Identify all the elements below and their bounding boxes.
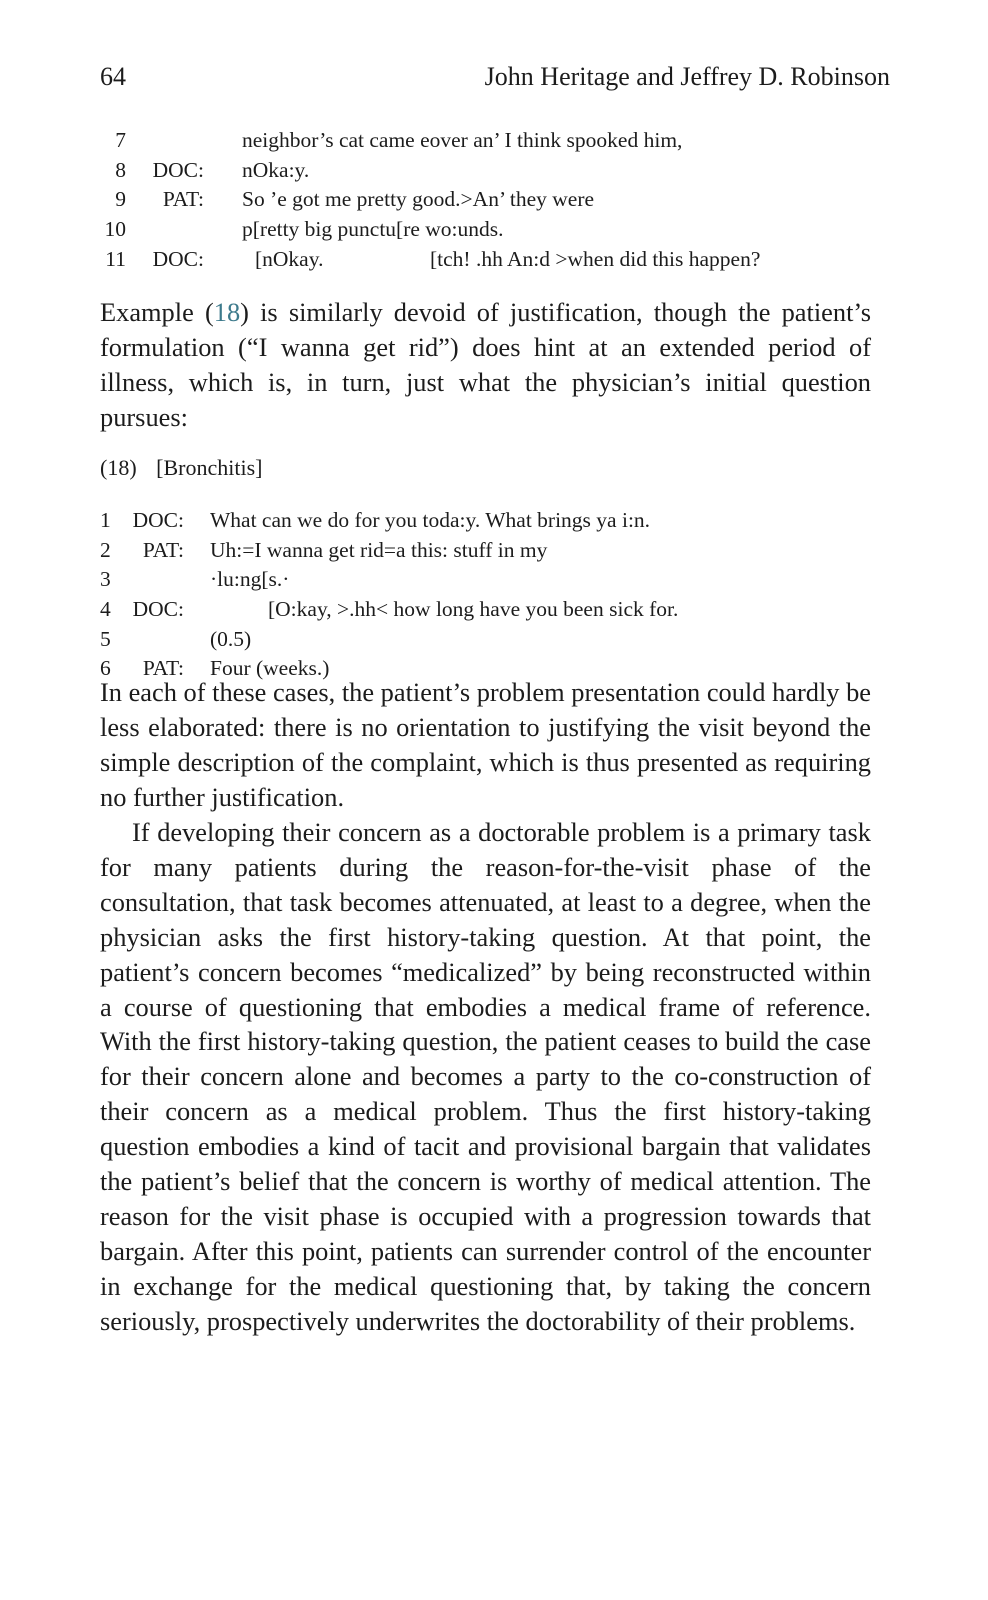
speaker-label: PAT: (142, 537, 184, 562)
transcript-excerpt-17 (100, 126, 900, 274)
transcript-line (100, 245, 900, 275)
example-title: [Bronchitis] (156, 455, 263, 480)
transcript-line (100, 565, 900, 595)
body-paragraph: If developing their concern as a doctorable problem is a primary task for many patients during the reason-for-the-visit phase of the consultation, that task becomes attenuated, at least to a degree, when the physician asks the first history-taking question. At that point, the patient’s concern becomes “medicalized” by being reconstructed within a course of questioning that embodies a medical frame of reference. With the first history-taking question, the patient ceases to build the case for their concern alone and becomes a party to the co-construction of their concern as a medical problem. Thus the first history-taking question embodies a kind of tacit and provisional bargain that validates the patient’s belief that the concern is worthy of medical attention. The reason for the visit phase is occupied with a progression towards that bargain. After this point, patients can surrender control of the encounter in exchange for the medical questioning that, by taking the concern seriously, prospectively underwrites the doctorability of their problems. (100, 817, 871, 1336)
utterance: Uh:=I wanna get rid=a this: stuff in my (210, 537, 548, 562)
line-number: 4 (100, 597, 111, 622)
transcript-line (100, 595, 900, 625)
transcript-line (100, 625, 900, 655)
pause-timing: (0.5) (210, 626, 252, 651)
speaker-label: PAT: (142, 656, 184, 681)
transcript-line (100, 536, 900, 566)
example-cross-reference-link[interactable]: 18 (213, 297, 241, 327)
speaker-label: DOC: (132, 508, 184, 532)
example-heading (100, 455, 276, 481)
transcript-excerpt-18 (100, 506, 900, 684)
speaker-label: DOC: (152, 246, 204, 271)
example-number: (18) (100, 455, 137, 480)
line-number: 10 (104, 217, 126, 242)
line-number: 6 (100, 656, 111, 681)
line-number: 5 (100, 626, 111, 651)
transcript-line (100, 126, 900, 156)
transcript-line (100, 215, 900, 245)
utterance: So ’e got me pretty good.>An’ they were (242, 187, 595, 212)
transcript-line (100, 506, 900, 536)
utterance: ·lu:ng[s.· (210, 567, 290, 592)
line-number: 7 (115, 128, 126, 152)
utterance: nOka:y. (242, 157, 310, 182)
line-number: 2 (100, 537, 111, 562)
utterance: [nOkay. (255, 246, 324, 271)
utterance: neighbor’s cat came eover an’ I think spooked him, (242, 128, 683, 152)
line-number: 9 (115, 187, 126, 212)
paragraph-text: Example ( (100, 297, 214, 327)
line-number: 11 (105, 246, 126, 271)
page-number: 64 (100, 62, 126, 91)
speaker-label: DOC: (132, 597, 184, 622)
overlapping-utterance: [tch! .hh An:d >when did this happen? (430, 246, 761, 271)
transcript-line (100, 185, 900, 215)
running-title: John Heritage and Jeffrey D. Robinson (484, 62, 890, 91)
utterance: Four (weeks.) (210, 656, 330, 681)
line-number: 3 (100, 567, 111, 592)
line-number: 8 (115, 157, 126, 182)
speaker-label: DOC: (152, 157, 204, 182)
speaker-label: PAT: (162, 187, 204, 212)
running-head (100, 62, 890, 102)
line-number: 1 (100, 508, 111, 532)
utterance: p[retty big punctu[re wo:unds. (242, 217, 504, 242)
transcript-line (100, 156, 900, 186)
utterance: What can we do for you toda:y. What brings ya i:n. (210, 508, 651, 532)
paragraph-text: ) is similarly devoid of justification, though the patient’s formulation (“I wanna get rid”) does hint at an extended period of illness, which is, in turn, just what the physician’s initial question pursues: (100, 297, 872, 432)
utterance: [O:kay, >.hh< how long have you been sick for. (268, 597, 679, 622)
body-paragraph (100, 295, 871, 435)
body-paragraph: In each of these cases, the patient’s problem presentation could hardly be less elaborated: there is no orientation to justifying the visit beyond the simple description of the complaint, which is thus presented as requiring no further justification. (100, 677, 871, 812)
